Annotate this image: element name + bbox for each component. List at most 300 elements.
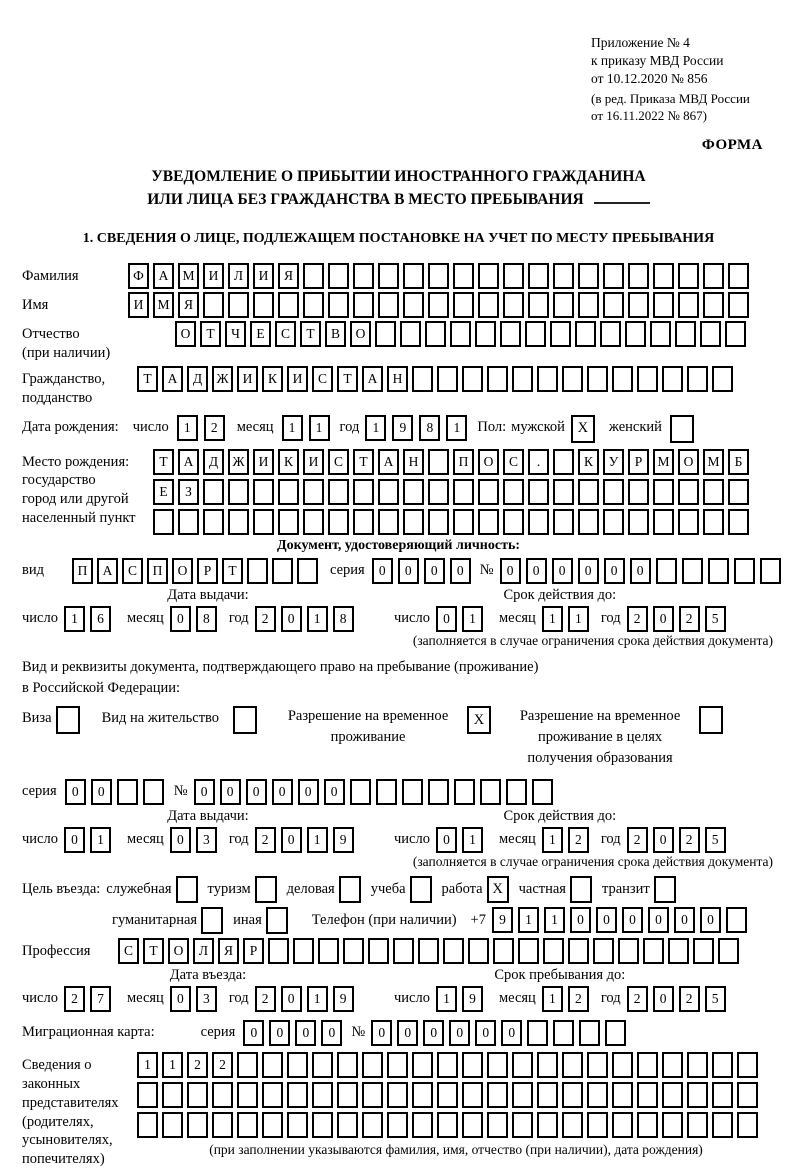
char-box[interactable] [353, 509, 374, 535]
char-box[interactable]: 0 [246, 779, 267, 805]
char-box[interactable]: Я [278, 263, 299, 289]
char-box[interactable] [428, 449, 449, 475]
char-box[interactable]: 1 [568, 606, 589, 632]
char-box[interactable]: 0 [324, 779, 345, 805]
char-box[interactable]: 2 [627, 827, 648, 853]
char-box[interactable] [303, 292, 324, 318]
char-box[interactable]: С [122, 558, 143, 584]
checkbox-temp-residence-education[interactable] [699, 706, 723, 734]
char-box[interactable] [378, 509, 399, 535]
char-box[interactable]: 0 [170, 827, 191, 853]
char-box[interactable]: Р [243, 938, 264, 964]
char-box[interactable] [487, 366, 508, 392]
char-box[interactable]: 0 [596, 907, 617, 933]
char-box[interactable] [537, 366, 558, 392]
char-box[interactable]: 1 [177, 415, 198, 441]
char-box[interactable]: И [253, 263, 274, 289]
char-box[interactable] [376, 779, 397, 805]
char-box[interactable] [228, 292, 249, 318]
char-box[interactable] [412, 1112, 433, 1138]
char-box[interactable] [297, 558, 318, 584]
char-box[interactable] [728, 509, 749, 535]
char-box[interactable]: Ф [128, 263, 149, 289]
char-box[interactable] [687, 1082, 708, 1108]
char-box[interactable] [553, 479, 574, 505]
char-box[interactable]: 1 [307, 827, 328, 853]
char-box[interactable] [687, 1052, 708, 1078]
char-box[interactable]: 0 [500, 558, 521, 584]
char-box[interactable] [437, 366, 458, 392]
char-box[interactable] [587, 366, 608, 392]
char-box[interactable] [450, 321, 471, 347]
checkbox-temp-residence[interactable]: X [467, 706, 491, 734]
char-box[interactable]: 1 [436, 986, 457, 1012]
char-box[interactable]: 2 [212, 1052, 233, 1078]
char-box[interactable] [603, 292, 624, 318]
char-box[interactable]: П [72, 558, 93, 584]
char-box[interactable] [579, 1020, 600, 1046]
char-box[interactable] [428, 779, 449, 805]
char-box[interactable] [528, 263, 549, 289]
char-box[interactable] [528, 292, 549, 318]
char-box[interactable] [678, 292, 699, 318]
char-box[interactable] [662, 366, 683, 392]
char-box[interactable] [187, 1112, 208, 1138]
char-box[interactable] [462, 366, 483, 392]
char-box[interactable] [437, 1052, 458, 1078]
char-box[interactable]: Б [728, 449, 749, 475]
char-box[interactable]: И [203, 263, 224, 289]
char-box[interactable]: 5 [705, 606, 726, 632]
char-box[interactable]: Т [137, 366, 158, 392]
char-box[interactable] [575, 321, 596, 347]
char-box[interactable] [228, 509, 249, 535]
char-box[interactable] [537, 1082, 558, 1108]
char-box[interactable] [543, 938, 564, 964]
char-box[interactable] [612, 1052, 633, 1078]
char-box[interactable]: А [378, 449, 399, 475]
char-box[interactable] [612, 366, 633, 392]
char-box[interactable] [643, 938, 664, 964]
checkbox-residence-permit[interactable] [233, 706, 257, 734]
char-box[interactable]: 0 [371, 1020, 392, 1046]
char-box[interactable] [437, 1112, 458, 1138]
char-box[interactable] [712, 1112, 733, 1138]
char-box[interactable] [603, 509, 624, 535]
checkbox-tourism[interactable] [255, 876, 277, 903]
char-box[interactable]: 2 [568, 827, 589, 853]
char-box[interactable] [353, 292, 374, 318]
char-box[interactable] [403, 479, 424, 505]
char-box[interactable] [178, 509, 199, 535]
char-box[interactable] [378, 479, 399, 505]
char-box[interactable] [278, 292, 299, 318]
char-box[interactable] [662, 1112, 683, 1138]
char-box[interactable]: 0 [298, 779, 319, 805]
char-box[interactable] [480, 779, 501, 805]
char-box[interactable] [593, 938, 614, 964]
char-box[interactable]: 0 [450, 558, 471, 584]
char-box[interactable]: 2 [679, 986, 700, 1012]
char-box[interactable] [656, 558, 677, 584]
char-box[interactable]: 0 [630, 558, 651, 584]
char-box[interactable] [337, 1082, 358, 1108]
char-box[interactable]: 1 [282, 415, 303, 441]
char-box[interactable]: 0 [700, 907, 721, 933]
char-box[interactable]: И [253, 449, 274, 475]
char-box[interactable]: 0 [281, 606, 302, 632]
char-box[interactable]: 0 [526, 558, 547, 584]
char-box[interactable] [675, 321, 696, 347]
char-box[interactable]: А [153, 263, 174, 289]
char-box[interactable] [562, 1082, 583, 1108]
char-box[interactable] [428, 509, 449, 535]
char-box[interactable] [587, 1082, 608, 1108]
char-box[interactable] [437, 1082, 458, 1108]
char-box[interactable] [728, 263, 749, 289]
char-box[interactable]: Д [203, 449, 224, 475]
char-box[interactable]: Р [628, 449, 649, 475]
char-box[interactable] [412, 1052, 433, 1078]
char-box[interactable] [272, 558, 293, 584]
char-box[interactable]: И [303, 449, 324, 475]
char-box[interactable] [728, 479, 749, 505]
char-box[interactable]: 7 [90, 986, 111, 1012]
char-box[interactable] [712, 366, 733, 392]
checkbox-female[interactable] [670, 415, 694, 443]
char-box[interactable] [162, 1112, 183, 1138]
char-box[interactable]: 1 [90, 827, 111, 853]
checkbox-other[interactable] [266, 907, 288, 934]
char-box[interactable]: 1 [518, 907, 539, 933]
char-box[interactable] [353, 479, 374, 505]
char-box[interactable]: 0 [436, 827, 457, 853]
char-box[interactable] [143, 779, 164, 805]
char-box[interactable] [478, 263, 499, 289]
char-box[interactable]: 9 [333, 986, 354, 1012]
char-box[interactable] [203, 292, 224, 318]
char-box[interactable] [628, 479, 649, 505]
char-box[interactable] [734, 558, 755, 584]
char-box[interactable] [637, 1082, 658, 1108]
char-box[interactable] [428, 292, 449, 318]
char-box[interactable]: Е [250, 321, 271, 347]
char-box[interactable]: 2 [204, 415, 225, 441]
char-box[interactable] [687, 366, 708, 392]
char-box[interactable]: 2 [568, 986, 589, 1012]
char-box[interactable] [553, 263, 574, 289]
char-box[interactable] [487, 1112, 508, 1138]
char-box[interactable] [500, 321, 521, 347]
char-box[interactable]: 0 [272, 779, 293, 805]
char-box[interactable]: О [350, 321, 371, 347]
char-box[interactable] [553, 1020, 574, 1046]
char-box[interactable]: Я [218, 938, 239, 964]
char-box[interactable] [303, 509, 324, 535]
char-box[interactable] [362, 1082, 383, 1108]
char-box[interactable] [312, 1052, 333, 1078]
char-box[interactable]: 0 [295, 1020, 316, 1046]
char-box[interactable] [578, 509, 599, 535]
char-box[interactable]: 0 [243, 1020, 264, 1046]
char-box[interactable]: 1 [462, 827, 483, 853]
checkbox-humanitarian[interactable] [201, 907, 223, 934]
char-box[interactable]: К [262, 366, 283, 392]
char-box[interactable]: Д [187, 366, 208, 392]
char-box[interactable]: О [678, 449, 699, 475]
char-box[interactable]: Т [153, 449, 174, 475]
char-box[interactable]: 0 [475, 1020, 496, 1046]
char-box[interactable] [527, 1020, 548, 1046]
char-box[interactable] [678, 479, 699, 505]
char-box[interactable] [628, 292, 649, 318]
char-box[interactable]: 0 [423, 1020, 444, 1046]
char-box[interactable]: 0 [570, 907, 591, 933]
char-box[interactable]: 0 [449, 1020, 470, 1046]
char-box[interactable] [287, 1112, 308, 1138]
char-box[interactable] [478, 509, 499, 535]
char-box[interactable]: Л [193, 938, 214, 964]
char-box[interactable]: 2 [627, 606, 648, 632]
char-box[interactable] [403, 263, 424, 289]
char-box[interactable] [462, 1082, 483, 1108]
char-box[interactable]: А [162, 366, 183, 392]
char-box[interactable] [503, 263, 524, 289]
char-box[interactable] [428, 479, 449, 505]
char-box[interactable] [247, 558, 268, 584]
char-box[interactable]: 0 [674, 907, 695, 933]
char-box[interactable]: 2 [64, 986, 85, 1012]
char-box[interactable]: 9 [462, 986, 483, 1012]
char-box[interactable] [518, 938, 539, 964]
char-box[interactable]: 0 [398, 558, 419, 584]
char-box[interactable] [312, 1112, 333, 1138]
char-box[interactable] [337, 1112, 358, 1138]
char-box[interactable] [506, 779, 527, 805]
char-box[interactable] [400, 321, 421, 347]
char-box[interactable] [718, 938, 739, 964]
char-box[interactable]: М [653, 449, 674, 475]
char-box[interactable]: 6 [90, 606, 111, 632]
char-box[interactable]: Т [222, 558, 243, 584]
char-box[interactable]: . [528, 449, 549, 475]
checkbox-private[interactable] [570, 876, 592, 903]
char-box[interactable]: 2 [627, 986, 648, 1012]
char-box[interactable] [287, 1052, 308, 1078]
char-box[interactable] [703, 292, 724, 318]
char-box[interactable] [503, 479, 524, 505]
char-box[interactable] [278, 509, 299, 535]
char-box[interactable] [578, 263, 599, 289]
char-box[interactable] [587, 1052, 608, 1078]
char-box[interactable] [562, 1112, 583, 1138]
char-box[interactable]: Н [403, 449, 424, 475]
char-box[interactable]: А [362, 366, 383, 392]
checkbox-visa[interactable] [56, 706, 80, 734]
char-box[interactable] [368, 938, 389, 964]
char-box[interactable] [532, 779, 553, 805]
char-box[interactable]: 9 [333, 827, 354, 853]
char-box[interactable]: 0 [436, 606, 457, 632]
char-box[interactable]: 1 [542, 606, 563, 632]
char-box[interactable] [475, 321, 496, 347]
char-box[interactable]: М [703, 449, 724, 475]
char-box[interactable]: 8 [196, 606, 217, 632]
char-box[interactable] [528, 509, 549, 535]
char-box[interactable] [653, 479, 674, 505]
char-box[interactable] [393, 938, 414, 964]
char-box[interactable] [343, 938, 364, 964]
char-box[interactable] [468, 938, 489, 964]
char-box[interactable]: 0 [622, 907, 643, 933]
char-box[interactable] [237, 1052, 258, 1078]
char-box[interactable] [760, 558, 781, 584]
char-box[interactable]: И [128, 292, 149, 318]
char-box[interactable]: 1 [307, 986, 328, 1012]
char-box[interactable]: О [168, 938, 189, 964]
char-box[interactable] [737, 1112, 758, 1138]
char-box[interactable] [668, 938, 689, 964]
char-box[interactable] [662, 1082, 683, 1108]
char-box[interactable] [253, 479, 274, 505]
char-box[interactable] [637, 1052, 658, 1078]
char-box[interactable] [612, 1112, 633, 1138]
char-box[interactable]: 9 [492, 907, 513, 933]
char-box[interactable]: А [97, 558, 118, 584]
char-box[interactable]: 0 [220, 779, 241, 805]
char-box[interactable]: С [328, 449, 349, 475]
char-box[interactable]: И [237, 366, 258, 392]
char-box[interactable] [403, 292, 424, 318]
char-box[interactable]: 2 [679, 606, 700, 632]
char-box[interactable]: 0 [648, 907, 669, 933]
char-box[interactable] [703, 509, 724, 535]
char-box[interactable]: 1 [64, 606, 85, 632]
char-box[interactable]: С [275, 321, 296, 347]
char-box[interactable] [682, 558, 703, 584]
char-box[interactable] [375, 321, 396, 347]
char-box[interactable]: 1 [544, 907, 565, 933]
checkbox-business[interactable] [339, 876, 361, 903]
char-box[interactable]: 0 [65, 779, 86, 805]
char-box[interactable] [203, 509, 224, 535]
char-box[interactable] [337, 1052, 358, 1078]
char-box[interactable]: 2 [255, 986, 276, 1012]
char-box[interactable] [312, 1082, 333, 1108]
char-box[interactable] [428, 263, 449, 289]
char-box[interactable]: У [603, 449, 624, 475]
char-box[interactable] [550, 321, 571, 347]
char-box[interactable]: 1 [542, 827, 563, 853]
char-box[interactable] [237, 1082, 258, 1108]
char-box[interactable] [425, 321, 446, 347]
char-box[interactable]: 1 [309, 415, 330, 441]
char-box[interactable] [287, 1082, 308, 1108]
char-box[interactable] [712, 1052, 733, 1078]
char-box[interactable] [362, 1112, 383, 1138]
char-box[interactable]: 2 [679, 827, 700, 853]
char-box[interactable]: П [453, 449, 474, 475]
char-box[interactable] [587, 1112, 608, 1138]
char-box[interactable]: 3 [196, 986, 217, 1012]
char-box[interactable]: 3 [196, 827, 217, 853]
char-box[interactable]: М [178, 263, 199, 289]
char-box[interactable]: 0 [91, 779, 112, 805]
char-box[interactable]: 1 [542, 986, 563, 1012]
char-box[interactable]: К [578, 449, 599, 475]
char-box[interactable] [117, 779, 138, 805]
char-box[interactable] [728, 292, 749, 318]
char-box[interactable]: О [175, 321, 196, 347]
char-box[interactable] [700, 321, 721, 347]
char-box[interactable]: 0 [653, 986, 674, 1012]
char-box[interactable] [328, 509, 349, 535]
char-box[interactable]: 2 [255, 606, 276, 632]
char-box[interactable] [687, 1112, 708, 1138]
char-box[interactable] [653, 263, 674, 289]
char-box[interactable]: 0 [501, 1020, 522, 1046]
char-box[interactable] [262, 1052, 283, 1078]
char-box[interactable] [353, 263, 374, 289]
char-box[interactable] [328, 292, 349, 318]
char-box[interactable]: 2 [187, 1052, 208, 1078]
char-box[interactable]: 0 [281, 827, 302, 853]
char-box[interactable] [726, 907, 747, 933]
char-box[interactable]: С [312, 366, 333, 392]
char-box[interactable] [462, 1052, 483, 1078]
char-box[interactable] [653, 292, 674, 318]
char-box[interactable] [678, 263, 699, 289]
char-box[interactable] [253, 292, 274, 318]
char-box[interactable]: О [172, 558, 193, 584]
checkbox-study[interactable] [410, 876, 432, 903]
char-box[interactable] [328, 263, 349, 289]
char-box[interactable]: 1 [307, 606, 328, 632]
char-box[interactable]: 0 [64, 827, 85, 853]
char-box[interactable] [328, 479, 349, 505]
char-box[interactable]: А [178, 449, 199, 475]
char-box[interactable] [487, 1082, 508, 1108]
char-box[interactable]: 0 [170, 986, 191, 1012]
char-box[interactable] [362, 1052, 383, 1078]
char-box[interactable] [228, 479, 249, 505]
char-box[interactable] [562, 366, 583, 392]
char-box[interactable]: Л [228, 263, 249, 289]
char-box[interactable] [503, 292, 524, 318]
char-box[interactable] [603, 479, 624, 505]
char-box[interactable]: Н [387, 366, 408, 392]
char-box[interactable]: М [153, 292, 174, 318]
char-box[interactable] [387, 1082, 408, 1108]
checkbox-transit[interactable] [654, 876, 676, 903]
char-box[interactable]: Т [300, 321, 321, 347]
char-box[interactable]: Ж [212, 366, 233, 392]
char-box[interactable] [318, 938, 339, 964]
char-box[interactable] [412, 1082, 433, 1108]
char-box[interactable] [512, 1082, 533, 1108]
char-box[interactable] [187, 1082, 208, 1108]
checkbox-official[interactable] [176, 876, 198, 903]
char-box[interactable]: 8 [419, 415, 440, 441]
char-box[interactable] [350, 779, 371, 805]
char-box[interactable]: К [278, 449, 299, 475]
char-box[interactable]: 0 [281, 986, 302, 1012]
char-box[interactable]: 0 [321, 1020, 342, 1046]
char-box[interactable] [493, 938, 514, 964]
char-box[interactable] [378, 263, 399, 289]
char-box[interactable] [137, 1112, 158, 1138]
char-box[interactable]: Р [197, 558, 218, 584]
